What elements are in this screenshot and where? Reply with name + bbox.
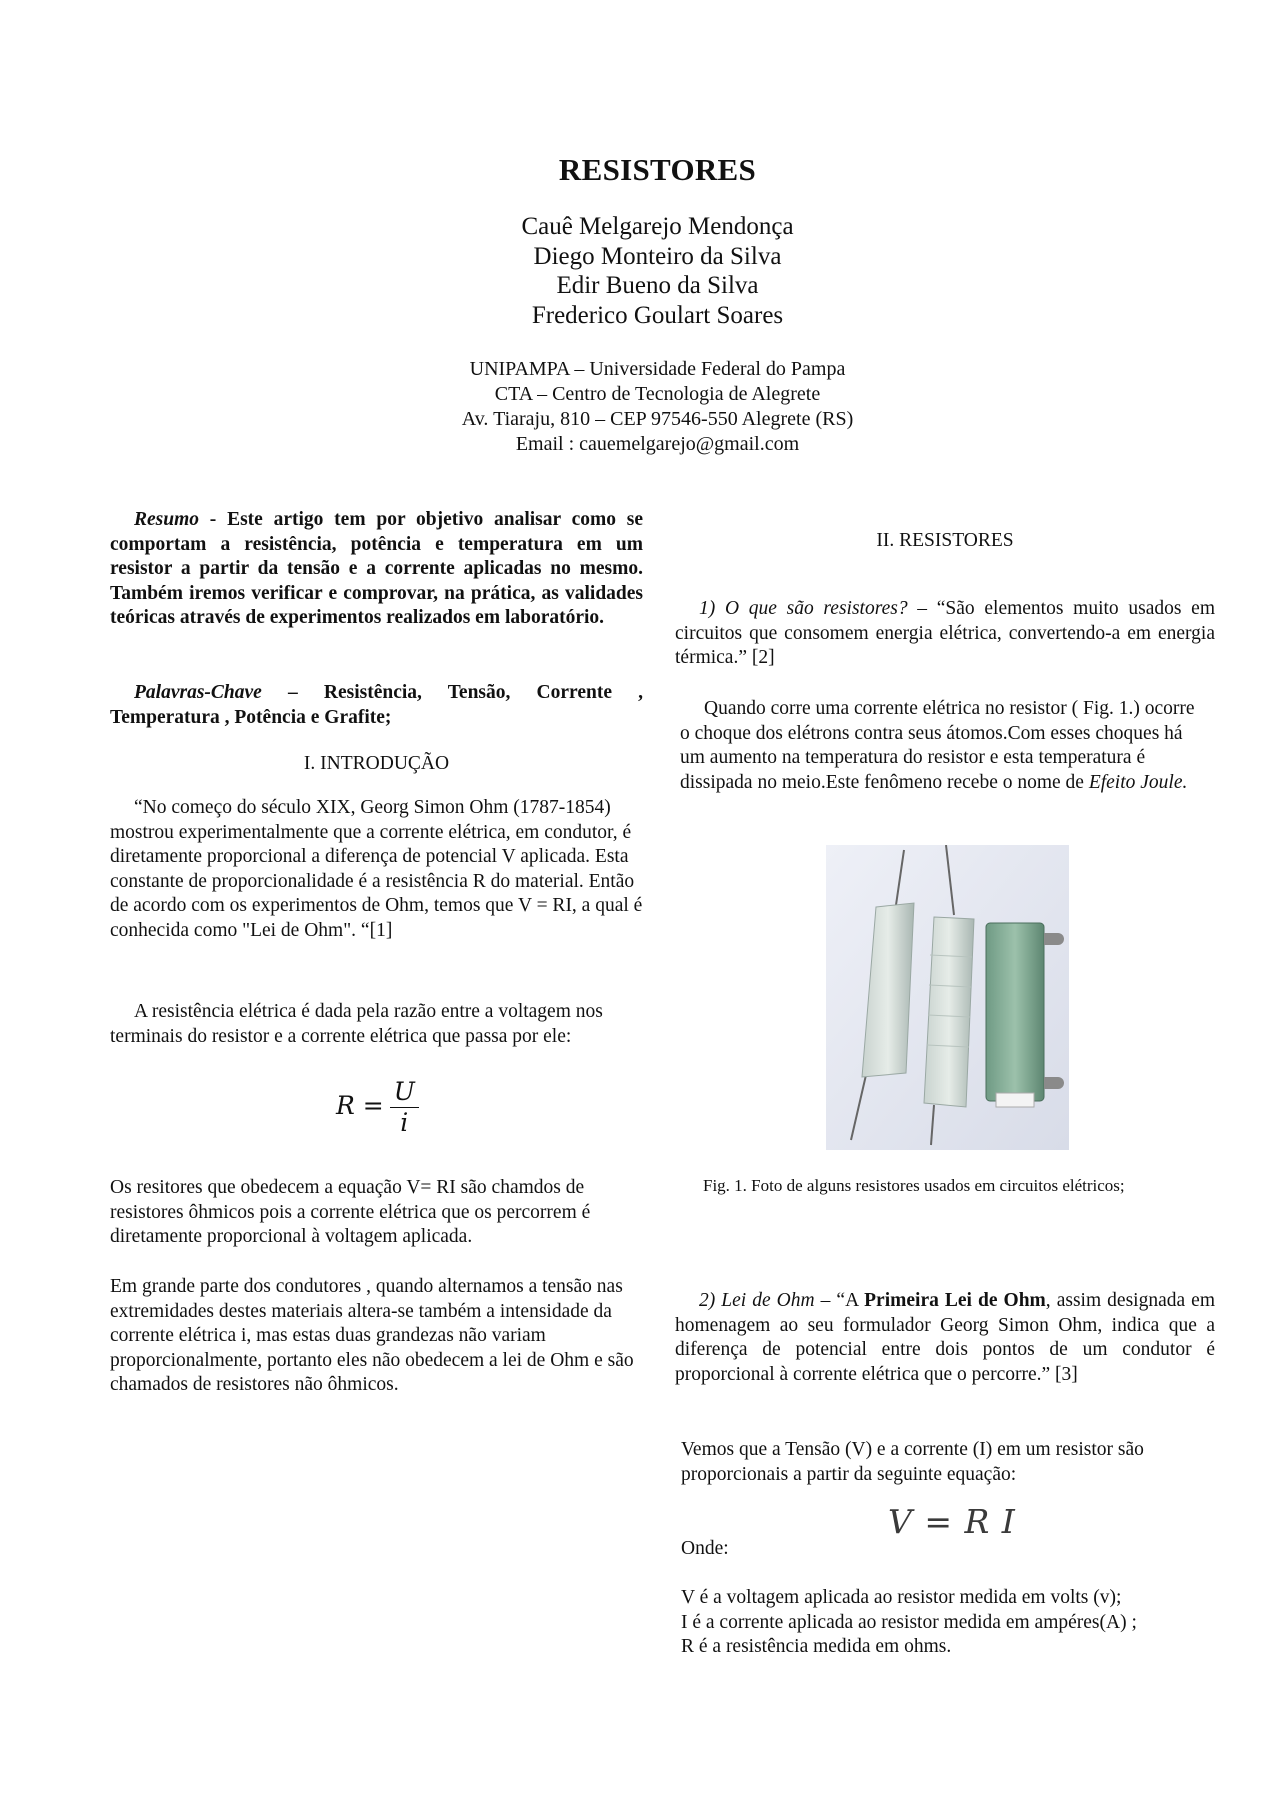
subsection-label: 1) O que são resistores?	[699, 598, 908, 619]
keywords-text: – Resistência, Tensão, Corrente , Temperatura , Potência e Grafite;	[110, 682, 643, 728]
formula-lhs: R =	[336, 1091, 384, 1120]
affiliation-line: CTA – Centro de Tecnologia de Alegrete	[494, 383, 821, 405]
lei-de-ohm-term: Primeira Lei de Ohm	[864, 1290, 1046, 1311]
affiliation-line: UNIPAMPA – Universidade Federal do Pampa	[469, 358, 846, 380]
formula-denominator: i	[400, 1108, 409, 1137]
definition-line: I é a corrente aplicada ao resistor medida em ampéres(A) ;	[681, 1611, 1137, 1633]
section-heading-introduction: I. INTRODUÇÃO	[303, 753, 450, 774]
formula-fraction	[390, 1077, 419, 1138]
abstract	[110, 508, 643, 631]
resistance-formula	[336, 1077, 419, 1138]
intro-paragraph-2: A resistência elétrica é dada pela razão entre a voltagem nos terminais do resistor e a corrente elétrica que passa por ele:	[110, 1001, 603, 1047]
subsection-label: 2) Lei de Ohm	[699, 1290, 815, 1311]
definition-line: V é a voltagem aplicada ao resistor medida em volts (v);	[681, 1587, 1122, 1608]
variable-definitions	[681, 1586, 1221, 1660]
author: Edir Bueno da Silva	[556, 272, 759, 299]
resistor-3	[986, 923, 1044, 1101]
keywords	[110, 681, 643, 730]
intro-paragraph-1: “No começo do século XIX, Georg Simon Ohm (1787-1854) mostrou experimentalmente que a corrente elétrica, em condutor, é diretamente proporcional a diferença de potencial V aplicada. Esta constante de proporcionalidade é a resistência R do material. Então de acordo com os experimentos de Ohm, temos que V = RI, a qual é conhecida como "Lei de Ohm". “[1]	[110, 797, 643, 941]
abstract-text: - Este artigo tem por objetivo analisar como se comportam a resistência, potência e temperatura em um resistor a partir da tensão e a corrente aplicadas no mesmo. Também iremos verificar e comprovar, na prática, as validades teóricas através de experimentos realizados em laboratório.	[110, 509, 643, 628]
author-list	[0, 212, 1280, 330]
affiliation-block	[0, 357, 1280, 457]
resistors-photo	[826, 845, 1069, 1150]
abstract-label: Resumo	[134, 509, 200, 530]
definition-line: R é a resistência medida em ohms.	[681, 1636, 952, 1657]
section-heading-resistores: II. RESISTORES	[876, 530, 1014, 551]
email-line: Email : cauemelgarejo@gmail.com	[515, 433, 800, 455]
resistores-paragraph-2: Quando corre uma corrente elétrica no resistor ( Fig. 1.) ocorre o choque dos elétrons contra seus átomos.Com esses choques há um aumento na temperatura do resistor e esta temperatura é dissipada no meio.Este fenômeno recebe o nome de Efeito Joule.	[680, 698, 1195, 793]
intro-paragraph-3: Os resitores que obedecem a equação V= RI são chamdos de resistores ôhmicos pois a corrente elétrica que os percorrem é diretamente proporcional à voltagem aplicada.	[110, 1177, 591, 1247]
author: Cauê Melgarejo Mendonça	[521, 213, 794, 240]
keywords-label: Palavras-Chave	[134, 682, 262, 703]
resistores-paragraph-1: 1) O que são resistores? – “São elementos muito usados em circuitos que consomem energia elétrica, convertendo-a em energia térmica.” [2]	[675, 598, 1215, 668]
resistores-paragraph-3: 2) Lei de Ohm – “A Primeira Lei de Ohm, assim designada em homenagem ao seu formulador Georg Simon Ohm, indica que a diferença de potencial entre dois pontos de um condutor é proporcional à corrente elétrica que o percorre.” [3]	[675, 1290, 1215, 1385]
formula-numerator: U	[390, 1077, 419, 1108]
author: Frederico Goulart Soares	[531, 301, 784, 329]
figure-caption: Fig. 1. Foto de alguns resistores usados em circuitos elétricos;	[703, 1176, 1125, 1195]
author: Diego Monteiro da Silva	[533, 242, 782, 270]
paper-title: RESISTORES	[558, 152, 757, 187]
ohm-law-formula: V = R I	[888, 1502, 1016, 1541]
resistores-paragraph-4: Vemos que a Tensão (V) e a corrente (I) em um resistor são proporcionais a partir da seguinte equação:	[681, 1439, 1144, 1485]
onde-label: Onde:	[681, 1538, 729, 1559]
efeito-joule-term: Efeito Joule.	[1088, 771, 1188, 793]
intro-paragraph-4: Em grande parte dos condutores , quando alternamos a tensão nas extremidades destes materiais altera-se também a intensidade da corrente elétrica i, mas estas duas grandezas não variam proporcionalmente, portanto eles não obedecem a lei de Ohm e são chamados de resistores não ôhmicos.	[110, 1276, 634, 1395]
affiliation-line: Av. Tiaraju, 810 – CEP 97546-550 Alegrete (RS)	[461, 408, 854, 430]
